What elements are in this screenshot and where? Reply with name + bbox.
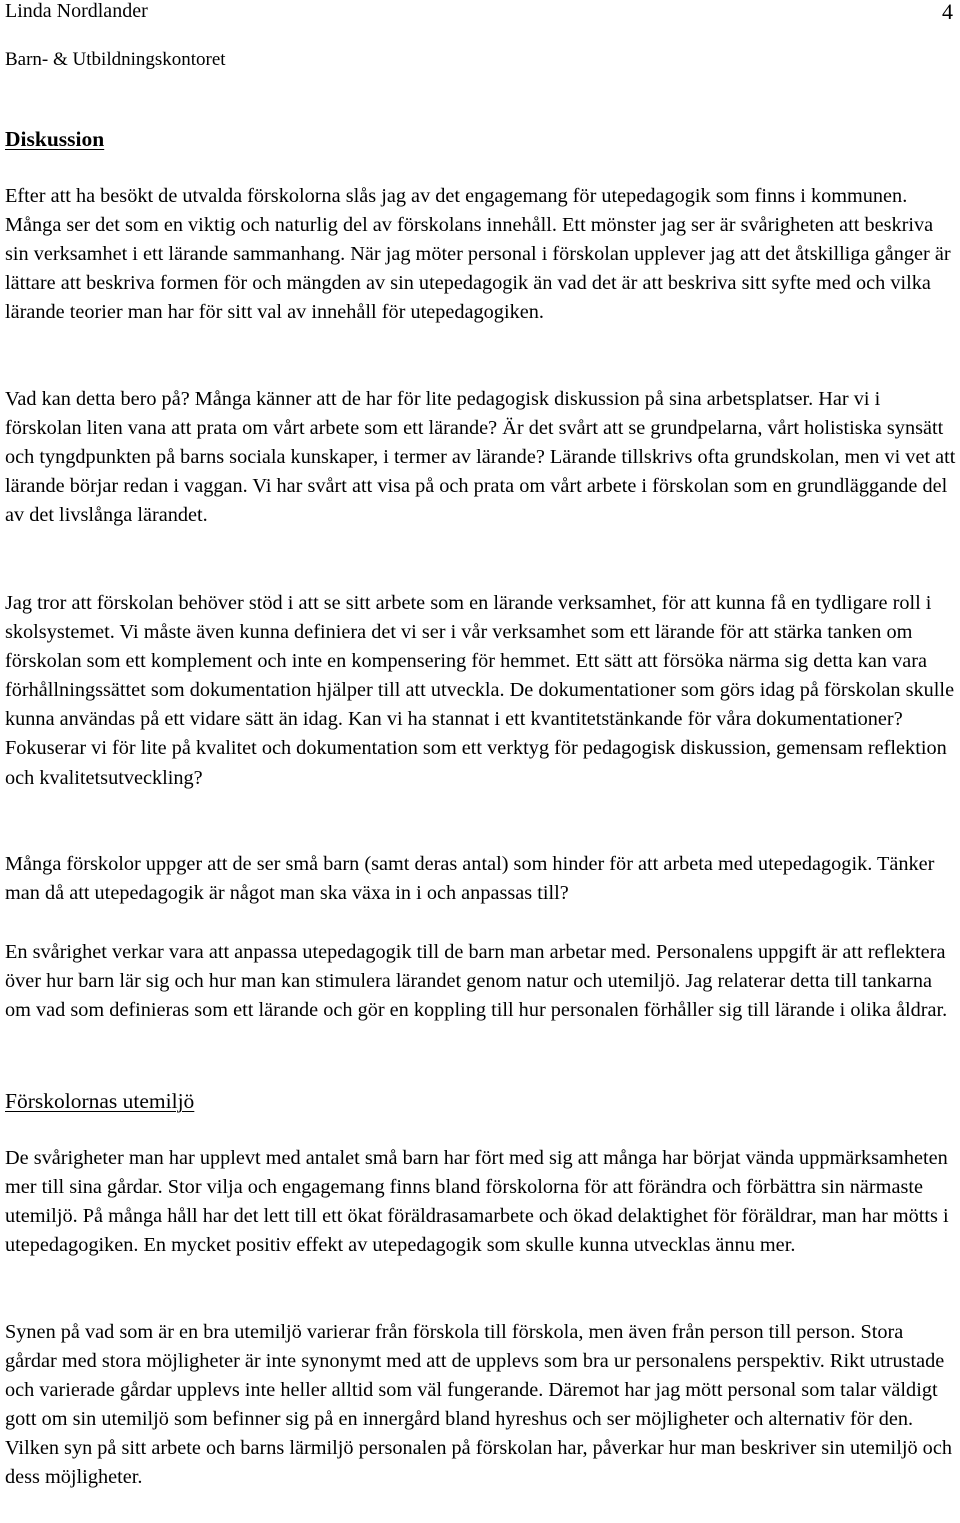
paragraph-adapt: En svårighet verkar vara att anpassa utepedagogik till de barn man arbetar med. Personalens uppgift är att reflektera över hur barn lär sig och hur man kan stimulera lärandet genom natur och utemiljö. Jag relaterar detta till tankarna om vad som definieras som ett lärande och gör en koppling till hur personalen förhåller sig till lärande i olika åldrar. bbox=[5, 941, 948, 1022]
page-number: 4 bbox=[942, 0, 953, 24]
paragraph-why: Vad kan detta bero på? Många känner att de har för lite pedagogisk diskussion på sina arbetsplatser. Har vi i förskolan liten vana att prata om vårt arbete som ett lärande? Är det svårt att se grundpelarna, vårt holistiska synsätt och tyngdpunkten på barns sociala kunskaper, i termer av lärande? Lärande tillskrivs ofta grundskolan, men vi vet att lärande börjar redan i vaggan. Vi har svårt att visa på och prata om vårt arbete i förskolan som en grundläggande del av det livslånga lärandet. bbox=[5, 388, 956, 527]
paragraph-views: Synen på vad som är en bra utemiljö varierar från förskola till förskola, men även från person till person. Stora gårdar med stora möjligheter är inte synonymt med att de upplevs som bra ur personalens perspektiv. Rikt utrustade och varierade gårdar upplevs inte heller alltid som väl fungerande. Däremot har jag mött personal som talar väldigt gott om sin utemiljö som befinner sig på en innergård bland hyreshus och ser möjligheter och alternativ för den. Vilken syn på sitt arbete och barns lärmiljö personalen på förskolan har, påverkar hur man beskriver sin utemiljö och dess möjligheter. bbox=[5, 1321, 952, 1489]
header-office: Barn- & Utbildningskontoret bbox=[5, 49, 226, 70]
section-heading-diskussion: Diskussion bbox=[5, 127, 105, 151]
header-author: Linda Nordlander bbox=[5, 0, 148, 22]
paragraph-small-children: Många förskolor uppger att de ser små barn (samt deras antal) som hinder för att arbeta med utepedagogik. Tänker man då att utepedagogik är något man ska växa in i och anpassas till? bbox=[5, 853, 935, 905]
section-heading-utemiljo: Förskolornas utemiljö bbox=[5, 1089, 195, 1113]
paragraph-yards: De svårigheter man har upplevt med antalet små barn har fört med sig att många har börjat vända uppmärksamheten mer till sina gårdar. Stor vilja och engagemang finns bland förskolorna för att förändra och förbättra sin närmaste utemiljö. På många håll har det lett till ett ökat föräldrasamarbete och ökad delaktighet för föräldrar, man har mötts i utepedagogiken. En mycket positiv effekt av utepedagogik som skulle kunna utvecklas ännu mer. bbox=[5, 1147, 949, 1257]
paragraph-intro: Efter att ha besökt de utvalda förskolorna slås jag av det engagemang för utepedagogik som finns i kommunen. Många ser det som en viktig och naturlig del av förskolans innehåll. Ett mönster jag ser är svårigheten att beskriva sin verksamhet i ett lärande sammanhang. När jag möter personal i förskolan upplever jag att det åtskilliga gånger är lättare att beskriva formen för och mängden av sin utepedagogik än vad det är att beskriva sitt syfte med och vilka lärande teorier man har för sitt val av innehåll för utepedagogiken. bbox=[5, 185, 951, 324]
paragraph-support: Jag tror att förskolan behöver stöd i att se sitt arbete som en lärande verksamhet, för att kunna få en tydligare roll i skolsystemet. Vi måste även kunna definiera det vi ser i vår verksamhet som ett lärande för att stärka tanken om förskolan som ett komplement och inte en kompensering för hemmet. Ett sätt att försöka närma sig detta kan vara förhållningssättet som dokumentation hjälper till att utveckla. De dokumentationer som görs idag på förskolan skulle kunna användas på ett vidare sätt än idag. Kan vi ha stannat i ett kvantitetstänkande för våra dokumentationer? Fokuserar vi för lite på kvalitet och dokumentation som ett verktyg för pedagogisk diskussion, gemensam reflektion och kvalitetsutveckling? bbox=[5, 592, 955, 789]
